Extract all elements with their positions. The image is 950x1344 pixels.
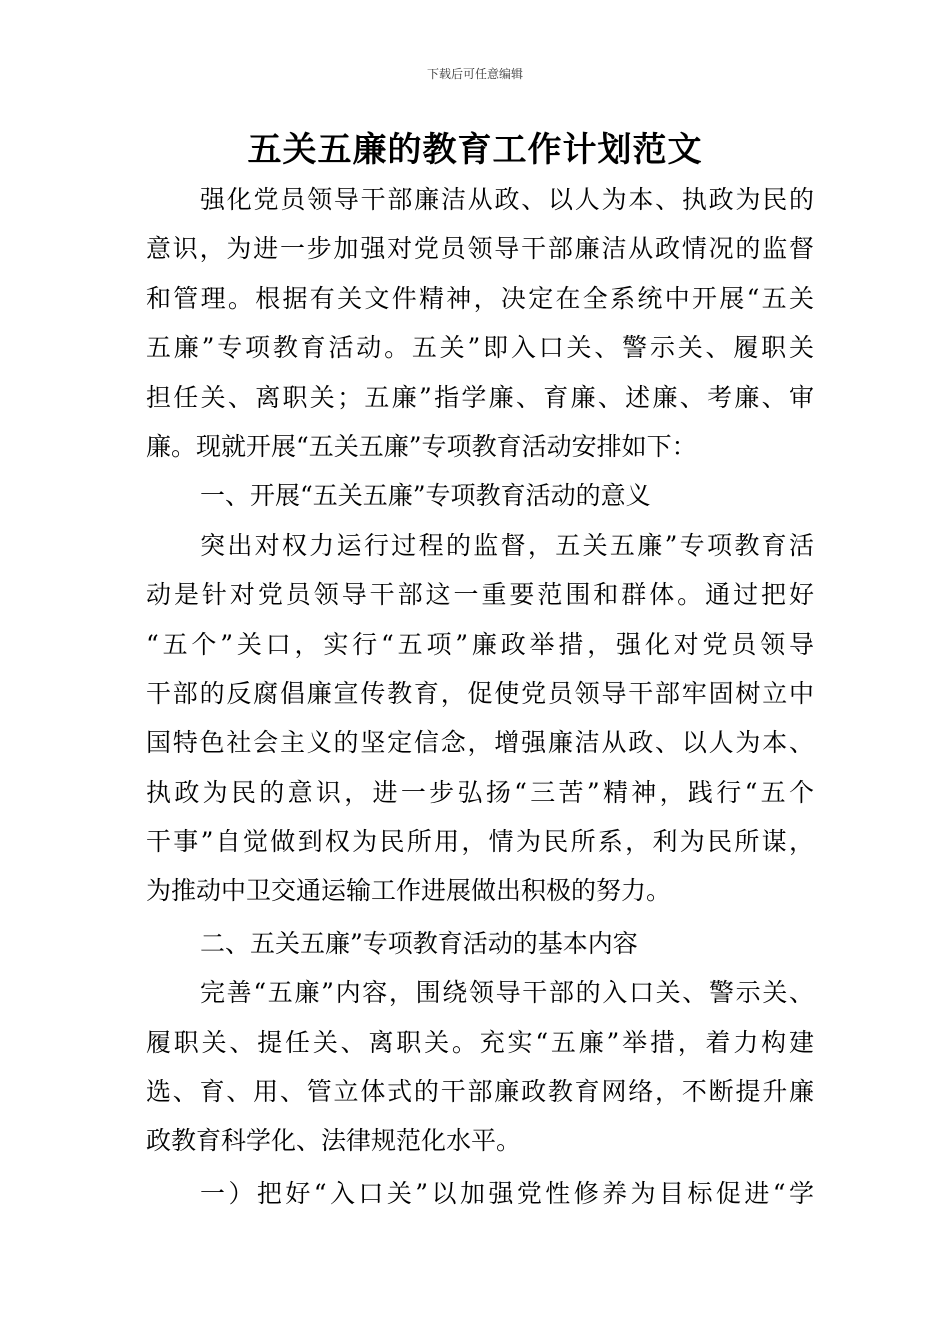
paragraph-line: 强化党员领导干部廉洁从政、以人为本、执政为民的 [200,185,814,214]
section-heading: 二、五关五廉”专项教育活动的基本内容 [200,928,638,958]
paragraph-line: 政教育科学化、法律规范化水平。 [146,1126,522,1156]
header-note: 下载后可任意编辑 [426,67,523,81]
document-body [146,175,814,1218]
paragraph-line: 五廉”专项教育活动。五关”即入口关、警示关、履职关 [146,333,814,363]
document-title: 五关五廉的教育工作计划范文 [247,130,703,170]
paragraph-line: 为推动中卫交通运输工作进展做出积极的努力。 [146,876,672,906]
subsection-heading: 一）把好“入口关”以加强党性修养为目标促进“学 [200,1178,814,1208]
paragraph-line: 突出对权力运行过程的监督，五关五廉”专项教育活 [200,530,814,560]
paragraph-line: 完善“五廉”内容，围绕领导干部的入口关、警示关、 [200,978,814,1008]
section-heading: 一、开展“五关五廉”专项教育活动的意义 [200,481,651,511]
paragraph-line: 担任关、离职关；五廉”指学廉、育廉、述廉、考廉、审 [146,382,814,412]
paragraph-line: 国特色社会主义的坚定信念，增强廉洁从政、以人为本、 [146,728,814,758]
paragraph-line: 履职关、提任关、离职关。充实“五廉”举措，着力构建 [146,1027,814,1057]
paragraph-line: 动是针对党员领导干部这一重要范围和群体。通过把好 [146,580,814,610]
paragraph-line: 意识，为进一步加强对党员领导干部廉洁从政情况的监督 [146,234,814,264]
paragraph-line: 干部的反腐倡廉宣传教育，促使党员领导干部牢固树立中 [146,678,814,708]
paragraph-line: 干事”自觉做到权为民所用，情为民所系，利为民所谋， [146,827,814,857]
paragraph-line: 选、育、用、管立体式的干部廉政教育网络，不断提升廉 [146,1077,814,1107]
paragraph-line: 执政为民的意识，进一步弘扬“三苦”精神，践行“五个 [146,777,814,807]
paragraph-line: 廉。现就开展“五关五廉”专项教育活动安排如下： [146,431,697,461]
paragraph-line: “五个”关口，实行“五项”廉政举措，强化对党员领导 [146,629,814,659]
paragraph-line: 和管理。根据有关文件精神，决定在全系统中开展“五关 [146,283,814,313]
